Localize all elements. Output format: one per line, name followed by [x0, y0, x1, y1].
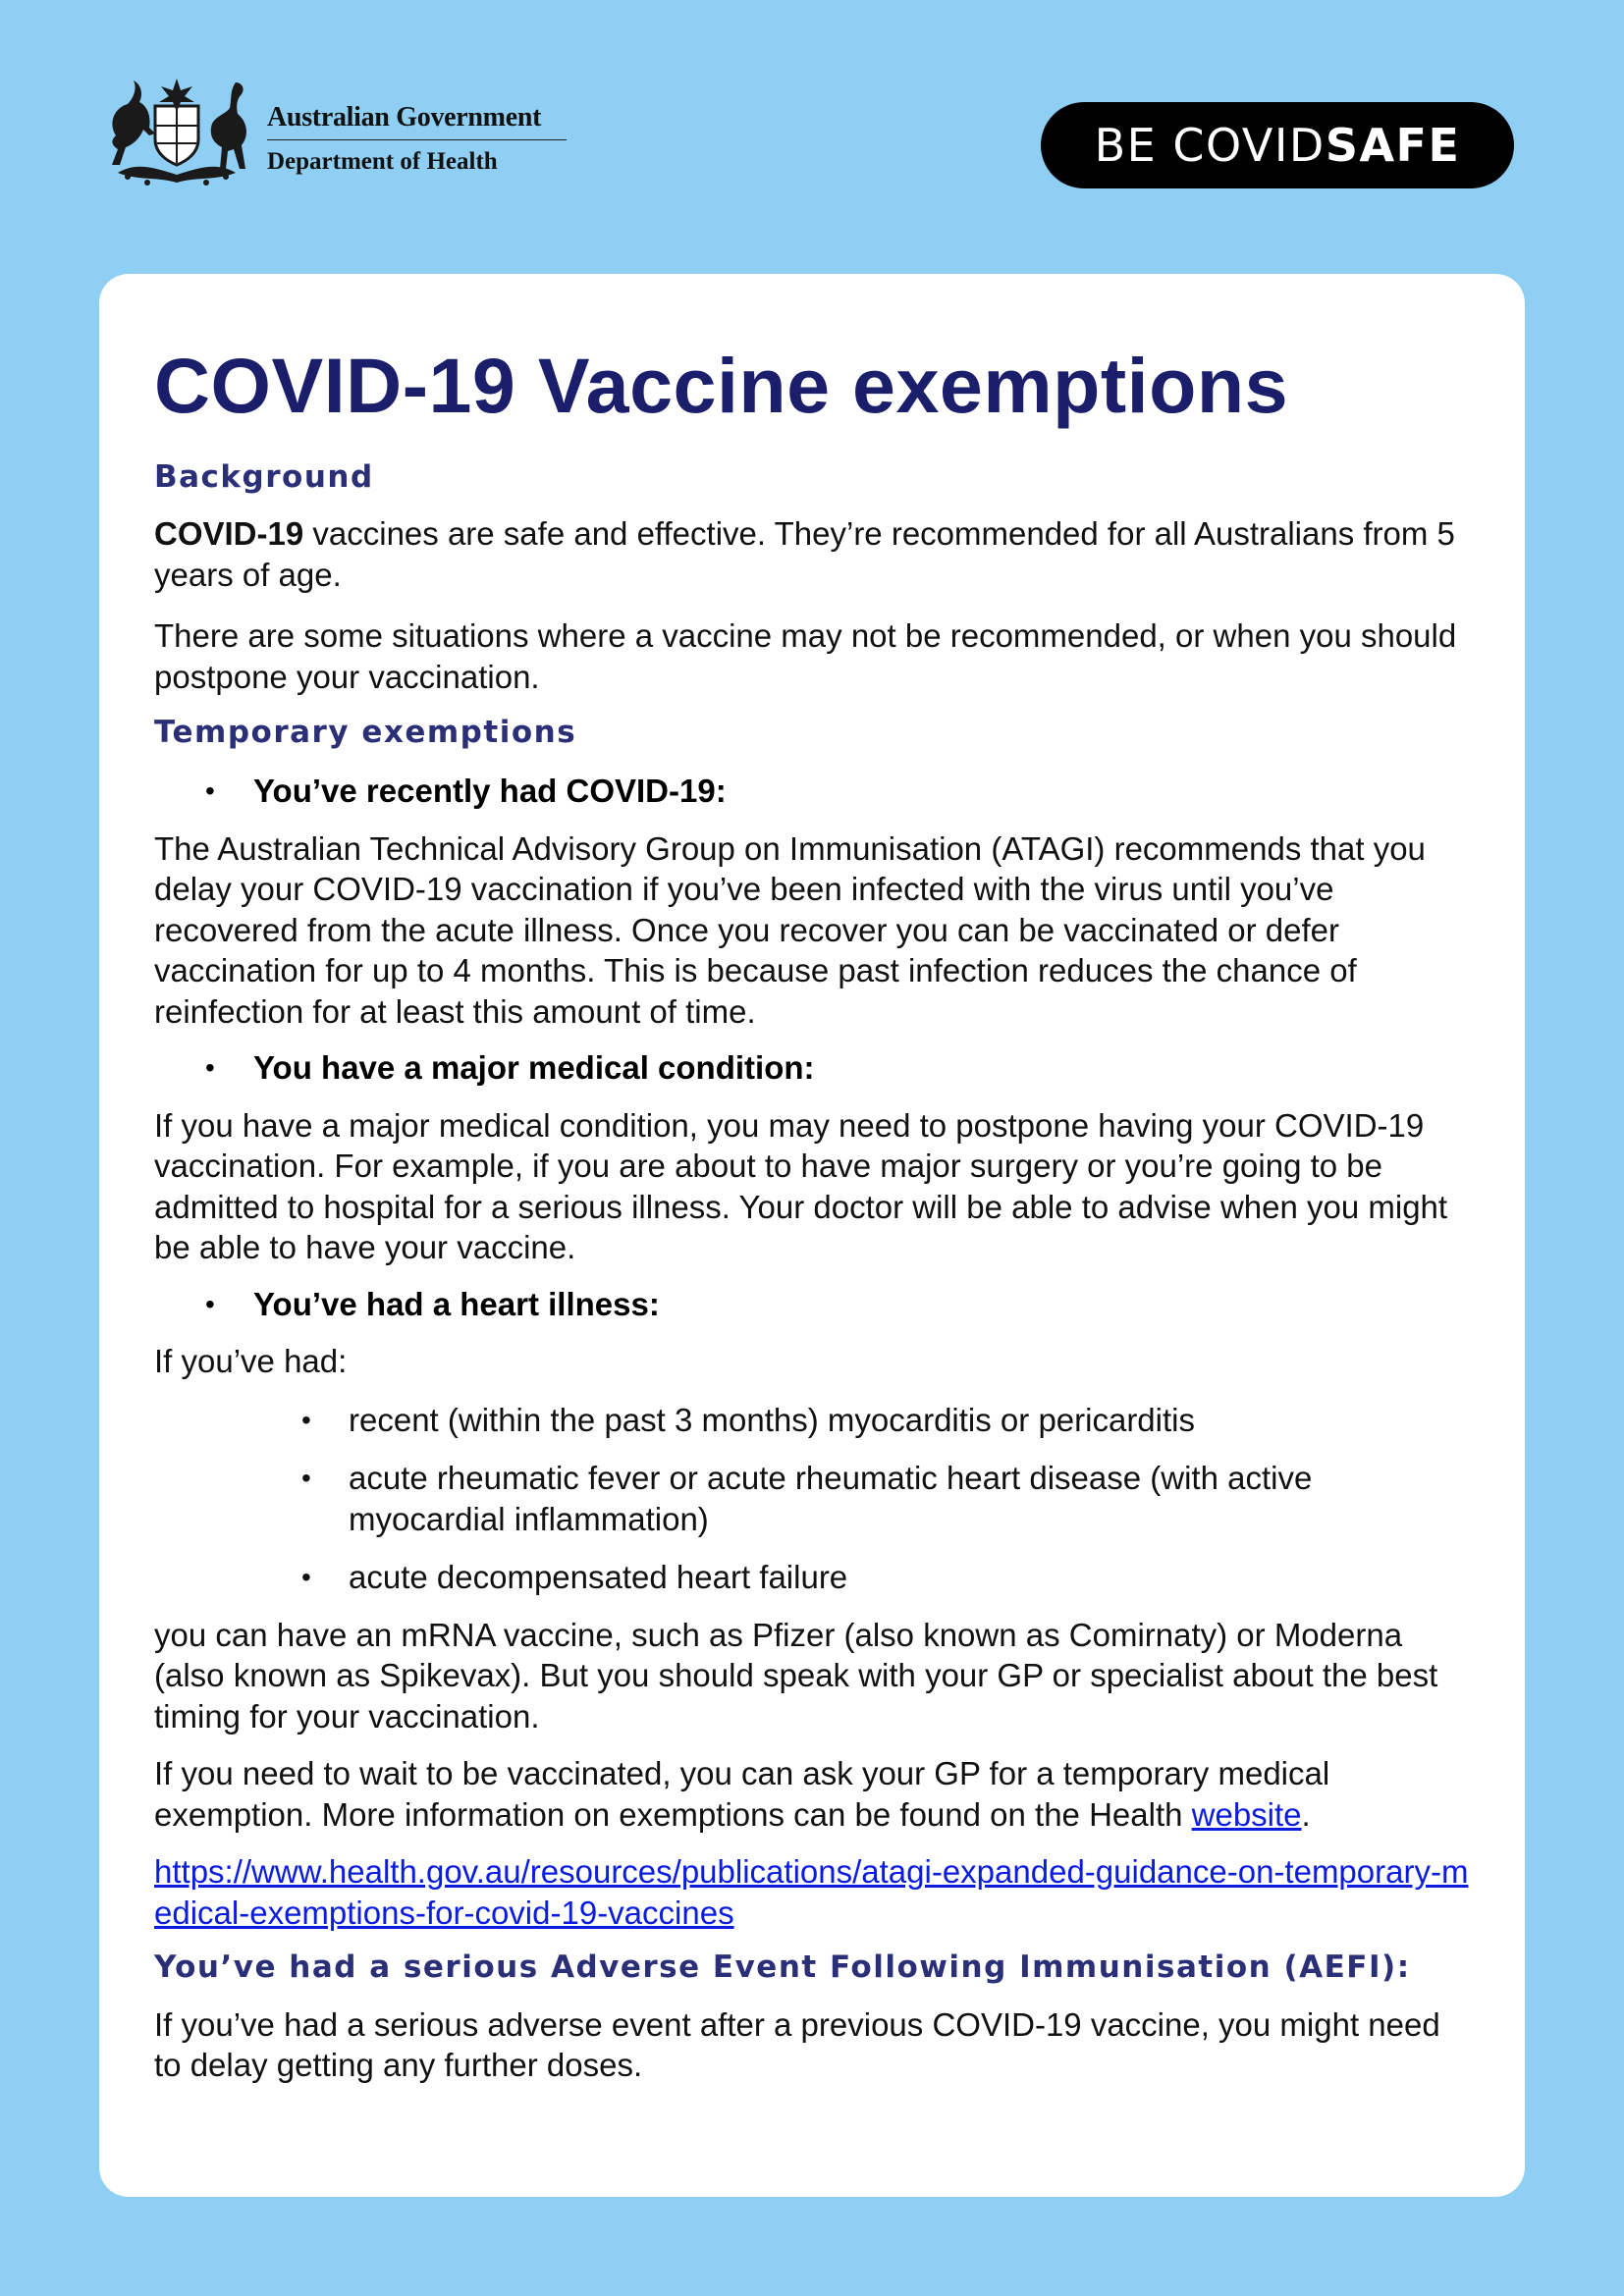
medical-condition-paragraph: If you have a major medical condition, you may need to postpone having your COVID-19 vaccination. For example, if you are about to have major surgery or you’re going to be admitted to hospital for a serious illness. Your doctor will be able to advise when you might be able to have your vaccine. — [154, 1106, 1448, 1266]
page-title: COVID-19 Vaccine exemptions — [154, 342, 1289, 429]
content-card — [99, 274, 1525, 2197]
badge-text-light: BE COVID — [1094, 119, 1326, 172]
bullet-dot: • — [205, 775, 215, 807]
department-name: Department of Health — [267, 148, 498, 175]
aefi-paragraph: If you’ve had a serious adverse event after a previous COVID-19 vaccine, you might need to delay getting any further doses. — [154, 2005, 1440, 2084]
government-logo — [98, 75, 569, 192]
list-item — [154, 1400, 1470, 1441]
bullet-dot: • — [205, 1052, 215, 1084]
bullet-medical-condition — [154, 1047, 1470, 1089]
recent-covid-paragraph: The Australian Technical Advisory Group on Immunisation (ATAGI) recommends that you delay your COVID-19 vaccination if you’ve been infected with the virus until you’ve recovered from the acute illness. Once you recover you can be vaccinated or defer vaccination for up to 4 months. This is because past infection reduces the chance of reinfection for at least this amount of time. — [154, 829, 1426, 1030]
list-item-text: acute decompensated heart failure — [349, 1559, 848, 1596]
url-paragraph — [154, 1851, 1470, 1933]
medical-condition-heading: You have a major medical condition: — [253, 1049, 815, 1087]
recent-covid-heading: You’ve recently had COVID-19: — [253, 773, 727, 810]
government-name: Australian Government — [267, 102, 567, 140]
badge-text-bold: SAFE — [1325, 119, 1461, 172]
bullet-dot: • — [205, 1288, 215, 1319]
list-item-text: acute rheumatic fever or acute rheumatic heart disease (with active myocardial inflammation) — [349, 1460, 1313, 1537]
list-item — [154, 1557, 1470, 1598]
heart-intro: If you’ve had: — [154, 1343, 348, 1380]
heart-illness-heading: You’ve had a heart illness: — [253, 1285, 660, 1322]
coat-of-arms-icon — [98, 75, 255, 192]
government-wordmark — [267, 102, 567, 176]
background-p1-text: vaccines are safe and effective. They’re recommended for all Australians from 5 years of age. — [154, 515, 1455, 593]
background-paragraph-2: There are some situations where a vaccine may not be recommended, or when you should postpone your vaccination. — [154, 617, 1457, 695]
be-covidsafe-badge — [1041, 102, 1514, 188]
bullet-recent-covid — [154, 771, 1470, 812]
atagi-guidance-link[interactable]: https://www.health.gov.au/resources/publications/atagi-expanded-guidance-on-temporary-medical-exemptions-for-covid-19-vaccines — [154, 1853, 1469, 1931]
list-item — [154, 1458, 1470, 1539]
bullet-dot: • — [301, 1463, 311, 1494]
background-bold-term: COVID-19 — [154, 515, 304, 553]
heart-after-paragraph: you can have an mRNA vaccine, such as Pfizer (also known as Comirnaty) or Moderna (also known as Spikevax). But you should speak with your GP or specialist about the best timing for your vaccination. — [154, 1616, 1438, 1735]
wait-paragraph — [154, 1753, 1470, 1835]
bullet-heart-illness — [154, 1284, 1470, 1325]
wait-text: If you need to wait to be vaccinated, you can ask your GP for a temporary medical exemption. More information on exemptions can be found on the Health — [154, 1755, 1330, 1833]
wait-end: . — [1301, 1795, 1311, 1833]
bullet-dot: • — [301, 1404, 311, 1435]
heart-conditions-list — [154, 1400, 1470, 1598]
background-paragraph-1 — [154, 513, 1470, 595]
list-item-text: recent (within the past 3 months) myocarditis or pericarditis — [349, 1401, 1195, 1438]
temporary-exemptions-heading: Temporary exemptions — [154, 715, 577, 751]
bullet-dot: • — [301, 1562, 311, 1593]
aefi-heading: You’ve had a serious Adverse Event Following Immunisation (AEFI): — [154, 1949, 1411, 1986]
background-heading: Background — [154, 459, 374, 495]
health-website-link[interactable]: website — [1191, 1795, 1302, 1833]
